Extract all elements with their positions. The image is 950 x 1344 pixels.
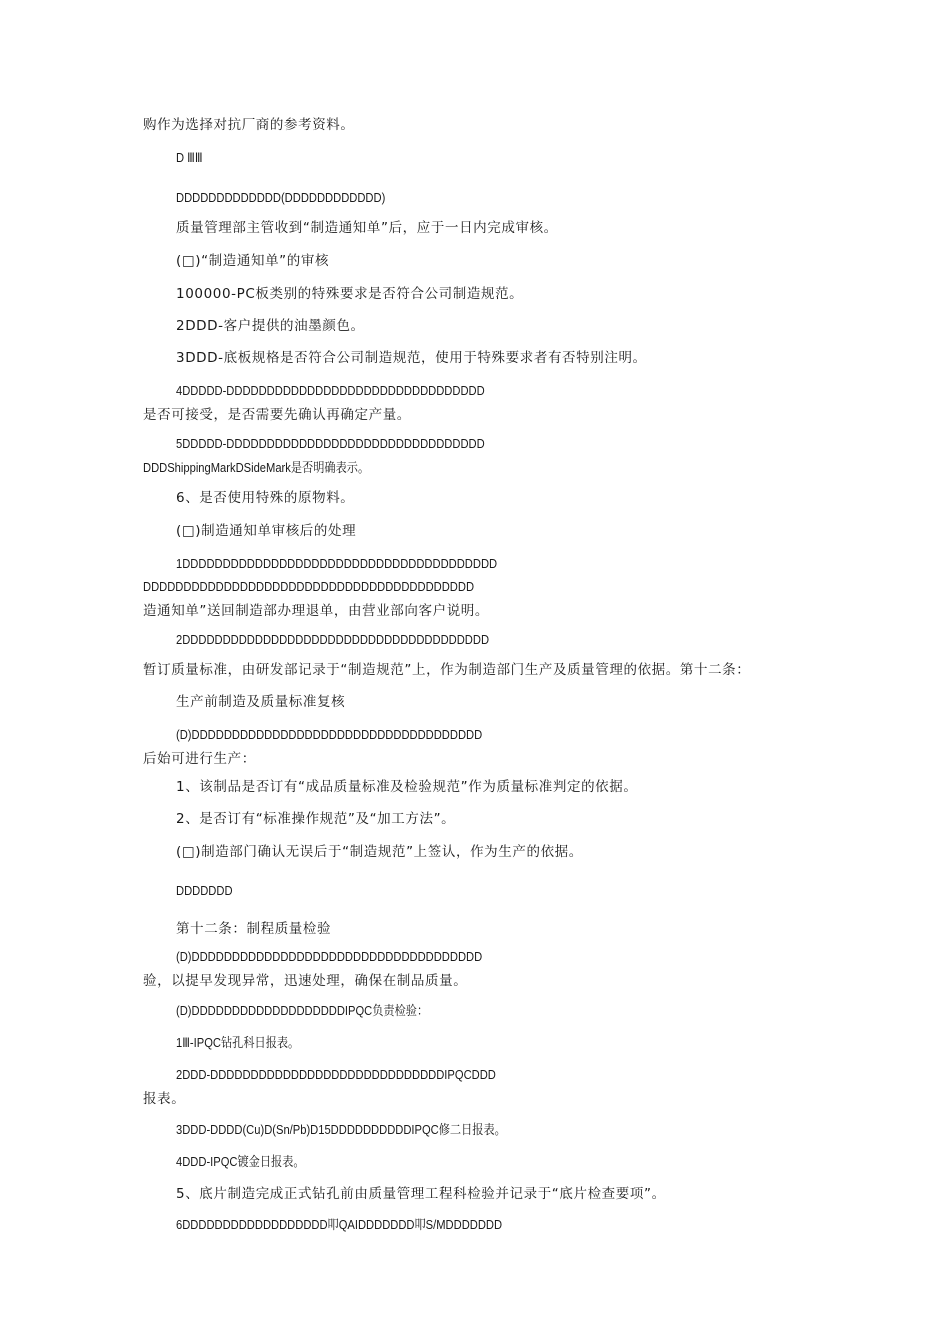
list-item: 2DDDDDDDDDDDDDDDDDDDDDDDDDDDDDDDDDDDDDD: [176, 632, 490, 647]
list-item: 3DDD-底板规格是否符合公司制造规范，使用于特殊要求者有否特别注明。: [176, 350, 647, 366]
text-line: 报表。: [143, 1091, 186, 1107]
list-item: 2DDD-客户提供的油墨颜色。: [176, 318, 365, 334]
text-line: D ⅢⅢ: [176, 150, 203, 165]
section-heading: (□)“制造通知单”的审核: [176, 253, 330, 269]
list-item: 1DDDDDDDDDDDDDDDDDDDDDDDDDDDDDDDDDDDDDDD: [176, 556, 498, 571]
article-heading: 第十二条：制程质量检验: [176, 921, 332, 937]
list-item: (D)DDDDDDDDDDDDDDDDDDDDDDDDDDDDDDDDDDDD: [176, 727, 483, 742]
text-line: DDDDDDD: [176, 883, 233, 898]
list-item: 6、是否使用特殊的原物料。: [176, 490, 355, 506]
text-line: (□)制造部门确认无误后于“制造规范”上签认，作为生产的依据。: [176, 844, 583, 860]
section-heading: 生产前制造及质量标准复核: [176, 694, 346, 710]
text-line: DDDShippingMarkDSideMark是否明确表示。: [143, 460, 370, 475]
list-item: 5DDDDD-DDDDDDDDDDDDDDDDDDDDDDDDDDDDDDDD: [176, 436, 485, 451]
list-item: 2DDD-DDDDDDDDDDDDDDDDDDDDDDDDDDDDDIPQCDDD: [176, 1067, 496, 1082]
list-item: 1、该制品是否订有“成品质量标准及检验规范”作为质量标准判定的依据。: [176, 779, 638, 795]
list-item: 5、底片制造完成正式钻孔前由质量管理工程科检验并记录于“底片检查要项”。: [176, 1186, 666, 1202]
text-line: 质量管理部主管收到“制造通知单”后，应于一日内完成审核。: [176, 220, 558, 236]
text-line: 购作为选择对抗厂商的参考资料。: [143, 117, 355, 133]
list-item: (D)DDDDDDDDDDDDDDDDDDDDDDDDDDDDDDDDDDDD: [176, 949, 483, 964]
list-item: 1Ⅲ-IPQC钻孔科日报表。: [176, 1035, 300, 1050]
list-item: 3DDD-DDDD(Cu)D(Sn/Pb)D15DDDDDDDDDDIPQC修二日报表。: [176, 1122, 506, 1137]
text-line: 后始可进行生产：: [143, 751, 256, 767]
text-line: 暂订质量标准，由研发部记录于“制造规范”上，作为制造部门生产及质量管理的依据。第十二条：: [143, 662, 751, 678]
list-item: (D)DDDDDDDDDDDDDDDDDDDIPQC负责检验：: [176, 1003, 429, 1018]
list-item: 4DDD-IPQC镀金日报表。: [176, 1154, 305, 1169]
list-item: 2、是否订有“标准操作规范”及“加工方法”。: [176, 811, 456, 827]
section-heading: (□)制造通知单审核后的处理: [176, 523, 357, 539]
text-line: DDDDDDDDDDDDD(DDDDDDDDDDDD): [176, 190, 386, 205]
text-line: 验，以提早发现异常，迅速处理，确保在制品质量。: [143, 973, 468, 989]
text-line: DDDDDDDDDDDDDDDDDDDDDDDDDDDDDDDDDDDDDDDDD: [143, 579, 475, 594]
list-item: 4DDDDD-DDDDDDDDDDDDDDDDDDDDDDDDDDDDDDDD: [176, 383, 485, 398]
text-line: 是否可接受，是否需要先确认再确定产量。: [143, 407, 411, 423]
list-item: 100000-PC板类别的特殊要求是否符合公司制造规范。: [176, 286, 524, 302]
list-item: 6DDDDDDDDDDDDDDDDDD叩QAIDDDDDDD叩S/MDDDDDDD: [176, 1217, 503, 1232]
text-line: 造通知单”送回制造部办理退单，由营业部向客户说明。: [143, 603, 489, 619]
